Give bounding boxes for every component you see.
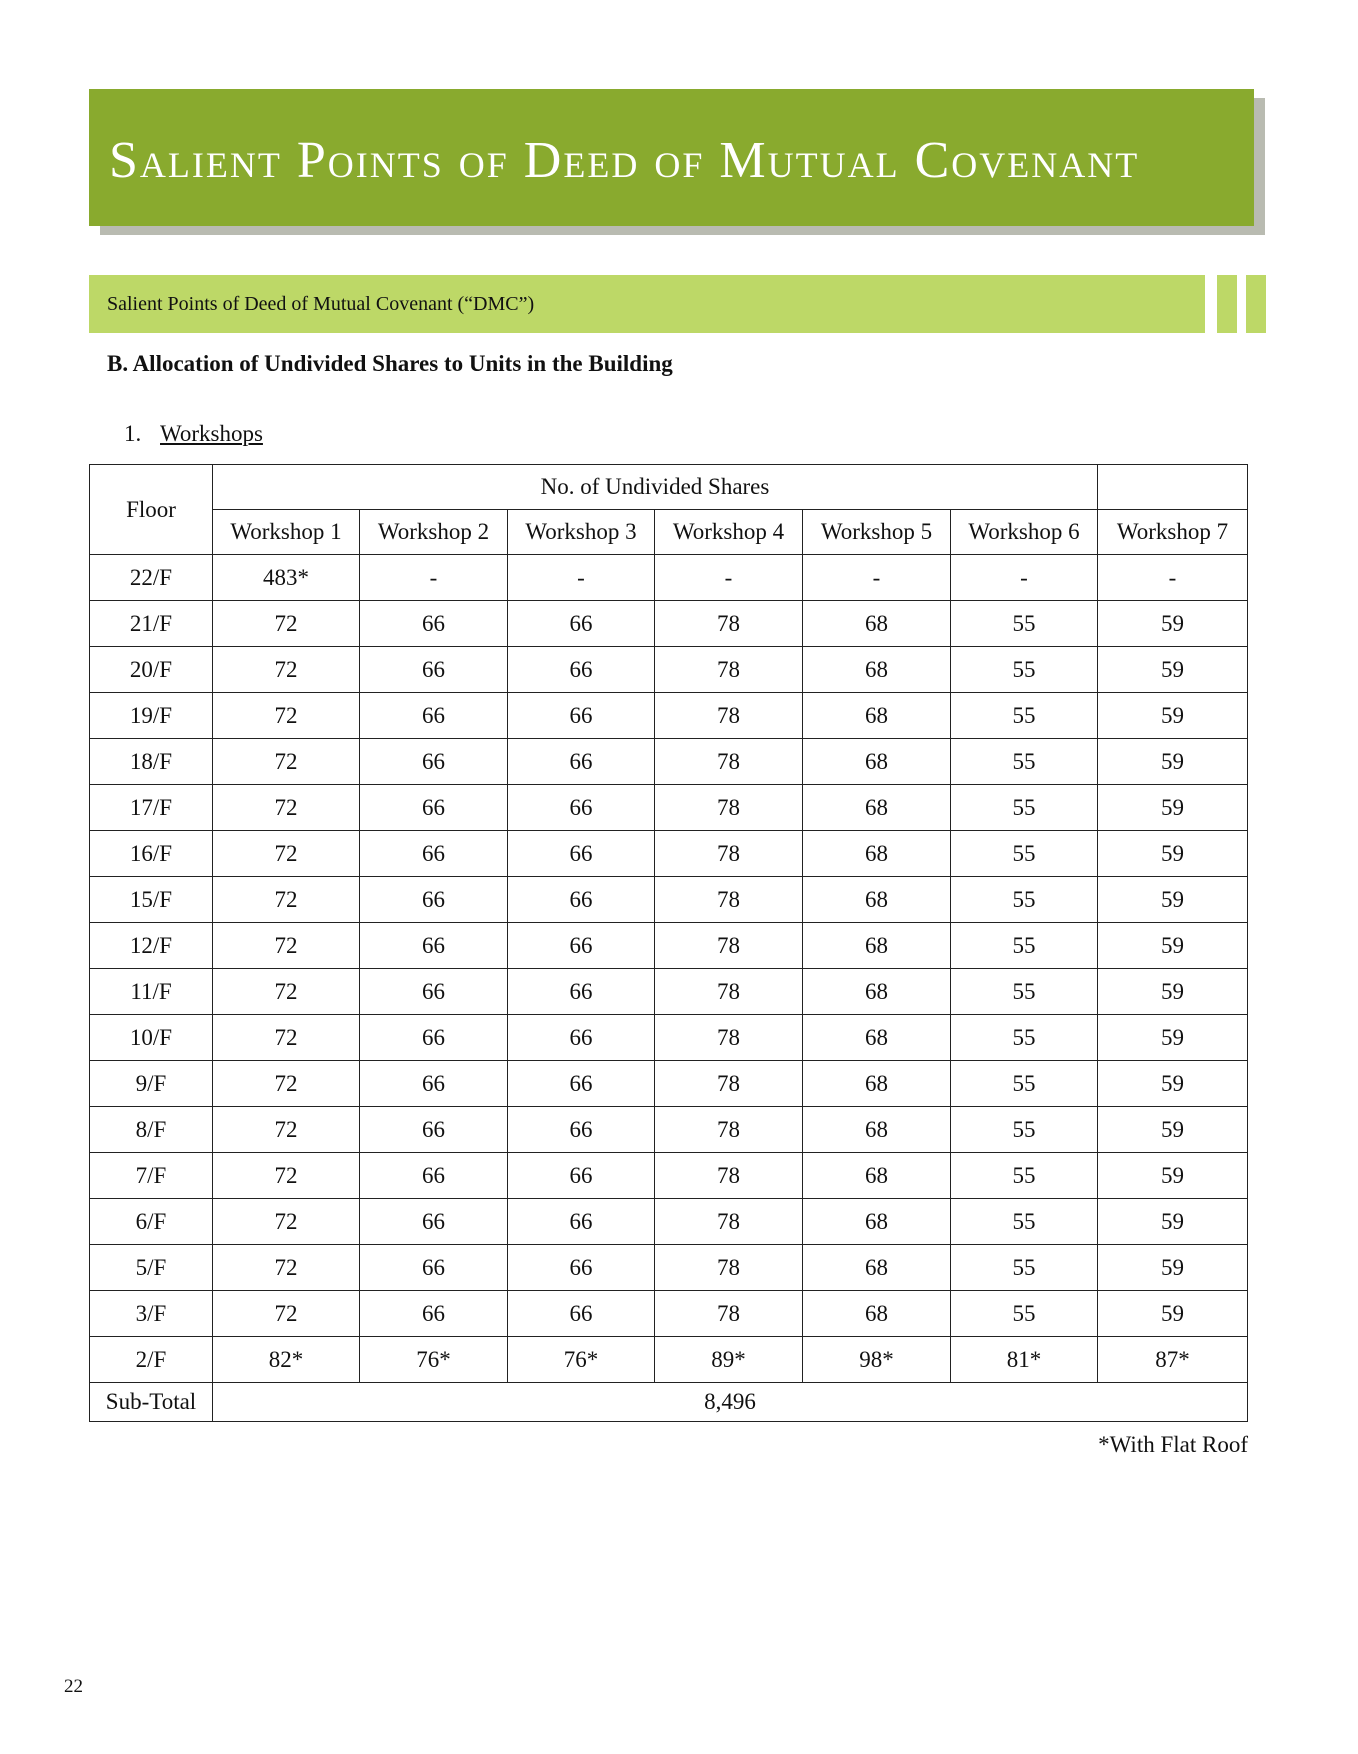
table-row (90, 1061, 1248, 1107)
share-cell: 55 (951, 1153, 1098, 1199)
share-cell: 68 (803, 1199, 951, 1245)
page-number: 22 (64, 1676, 83, 1697)
floor-cell: 16/F (90, 831, 213, 877)
footnote: *With Flat Roof (1098, 1432, 1248, 1457)
share-cell: 55 (951, 647, 1098, 693)
share-cell: 78 (655, 693, 803, 739)
share-cell: 66 (360, 601, 508, 647)
table-row (90, 739, 1248, 785)
share-cell: 59 (1098, 693, 1248, 739)
table-row (90, 831, 1248, 877)
share-cell: 68 (803, 1107, 951, 1153)
share-cell: 68 (803, 1245, 951, 1291)
share-cell: 76* (360, 1337, 508, 1383)
share-cell: 59 (1098, 1291, 1248, 1337)
floor-cell: 8/F (90, 1107, 213, 1153)
floor-header: Floor (90, 465, 213, 555)
share-cell: 68 (803, 969, 951, 1015)
column-header: Workshop 4 (655, 510, 803, 555)
share-cell: 66 (508, 1291, 655, 1337)
share-cell: 72 (213, 647, 360, 693)
share-cell: 66 (508, 601, 655, 647)
share-cell: 72 (213, 601, 360, 647)
share-cell: 78 (655, 739, 803, 785)
share-cell: 72 (213, 1107, 360, 1153)
share-cell: 66 (360, 1061, 508, 1107)
table-row (90, 693, 1248, 739)
floor-cell: 20/F (90, 647, 213, 693)
share-cell: 68 (803, 923, 951, 969)
share-cell: 78 (655, 1153, 803, 1199)
share-cell: 59 (1098, 601, 1248, 647)
share-cell: 78 (655, 831, 803, 877)
share-cell: 78 (655, 601, 803, 647)
share-cell: 66 (360, 1107, 508, 1153)
share-cell: 66 (360, 1291, 508, 1337)
floor-cell: 5/F (90, 1245, 213, 1291)
share-cell: 72 (213, 1153, 360, 1199)
section-heading: B. Allocation of Undivided Shares to Units in the Building (107, 351, 673, 376)
table-body (90, 555, 1248, 1422)
column-header: Workshop 1 (213, 510, 360, 555)
share-cell: 59 (1098, 831, 1248, 877)
share-cell: 68 (803, 1153, 951, 1199)
share-cell: 55 (951, 1015, 1098, 1061)
floor-cell: 3/F (90, 1291, 213, 1337)
share-cell: 66 (360, 969, 508, 1015)
share-cell: 59 (1098, 877, 1248, 923)
section-bar-accent (1246, 275, 1266, 333)
share-cell: 78 (655, 1245, 803, 1291)
share-cell: 78 (655, 647, 803, 693)
share-cell: - (508, 555, 655, 601)
share-cell: 483* (213, 555, 360, 601)
table-row (90, 647, 1248, 693)
share-cell: 72 (213, 785, 360, 831)
floor-cell: 22/F (90, 555, 213, 601)
table-row (90, 1107, 1248, 1153)
share-cell: 66 (360, 923, 508, 969)
share-cell: 66 (508, 647, 655, 693)
share-cell: 55 (951, 1061, 1098, 1107)
share-cell: 78 (655, 785, 803, 831)
section-bar-title: Salient Points of Deed of Mutual Covenant (“DMC”) (107, 292, 535, 315)
share-cell: 59 (1098, 923, 1248, 969)
share-cell: 66 (360, 693, 508, 739)
share-cell: 59 (1098, 969, 1248, 1015)
share-cell: - (360, 555, 508, 601)
share-cell: 72 (213, 1245, 360, 1291)
share-cell: 68 (803, 785, 951, 831)
share-cell: 55 (951, 831, 1098, 877)
share-cell: 66 (360, 739, 508, 785)
share-cell: 59 (1098, 647, 1248, 693)
share-cell: 66 (508, 1153, 655, 1199)
floor-cell: 12/F (90, 923, 213, 969)
table-column-header-row (90, 510, 1248, 555)
column-header: Workshop 6 (951, 510, 1098, 555)
share-cell: 68 (803, 647, 951, 693)
share-cell: 55 (951, 1199, 1098, 1245)
share-cell: 55 (951, 877, 1098, 923)
share-cell: 72 (213, 1015, 360, 1061)
share-cell: - (803, 555, 951, 601)
share-cell: 66 (360, 1245, 508, 1291)
share-cell: 66 (508, 1015, 655, 1061)
floor-cell: 9/F (90, 1061, 213, 1107)
share-cell: 72 (213, 969, 360, 1015)
share-cell: 55 (951, 1245, 1098, 1291)
subsection-label: Workshops (160, 421, 263, 446)
share-cell: 78 (655, 1107, 803, 1153)
table-row (90, 1153, 1248, 1199)
empty-header-cell (1098, 465, 1248, 510)
share-cell: 78 (655, 1061, 803, 1107)
table-row (90, 1337, 1248, 1383)
share-cell: 66 (508, 877, 655, 923)
group-header: No. of Undivided Shares (213, 465, 1098, 510)
share-cell: 68 (803, 877, 951, 923)
column-header: Workshop 2 (360, 510, 508, 555)
share-cell: 78 (655, 1015, 803, 1061)
share-cell: 72 (213, 923, 360, 969)
share-cell: 66 (360, 647, 508, 693)
table-row (90, 969, 1248, 1015)
floor-cell: 10/F (90, 1015, 213, 1061)
column-header: Workshop 7 (1098, 510, 1248, 555)
share-cell: 81* (951, 1337, 1098, 1383)
share-cell: 66 (508, 831, 655, 877)
share-cell: 55 (951, 1291, 1098, 1337)
share-cell: 76* (508, 1337, 655, 1383)
share-cell: 66 (360, 785, 508, 831)
share-cell: 59 (1098, 785, 1248, 831)
share-cell: 66 (360, 1199, 508, 1245)
table-row (90, 555, 1248, 601)
floor-cell: 2/F (90, 1337, 213, 1383)
share-cell: 55 (951, 693, 1098, 739)
share-cell: 59 (1098, 1107, 1248, 1153)
floor-cell: 11/F (90, 969, 213, 1015)
share-cell: 66 (508, 1199, 655, 1245)
share-cell: 87* (1098, 1337, 1248, 1383)
share-cell: 59 (1098, 1199, 1248, 1245)
table-row (90, 1291, 1248, 1337)
share-cell: 55 (951, 739, 1098, 785)
share-cell: 78 (655, 1291, 803, 1337)
share-cell: 72 (213, 877, 360, 923)
share-cell: - (951, 555, 1098, 601)
floor-cell: 21/F (90, 601, 213, 647)
table-row (90, 601, 1248, 647)
share-cell: 59 (1098, 1061, 1248, 1107)
table-row (90, 1245, 1248, 1291)
share-cell: 66 (508, 923, 655, 969)
share-cell: 78 (655, 877, 803, 923)
share-cell: 55 (951, 969, 1098, 1015)
share-cell: 66 (508, 1107, 655, 1153)
floor-cell: 6/F (90, 1199, 213, 1245)
table-row (90, 785, 1248, 831)
share-cell: 66 (508, 785, 655, 831)
subtotal-label: Sub-Total (90, 1383, 213, 1422)
floor-cell: 17/F (90, 785, 213, 831)
floor-cell: 19/F (90, 693, 213, 739)
share-cell: 68 (803, 1015, 951, 1061)
share-cell: 78 (655, 1199, 803, 1245)
share-cell: 68 (803, 1291, 951, 1337)
table-row (90, 1199, 1248, 1245)
share-cell: 55 (951, 923, 1098, 969)
share-cell: 66 (508, 969, 655, 1015)
share-cell: 89* (655, 1337, 803, 1383)
share-cell: 66 (360, 1015, 508, 1061)
share-cell: 66 (360, 831, 508, 877)
column-header: Workshop 5 (803, 510, 951, 555)
share-cell: 66 (360, 877, 508, 923)
share-cell: 66 (508, 693, 655, 739)
share-cell: 98* (803, 1337, 951, 1383)
share-cell: 72 (213, 1291, 360, 1337)
share-cell: 72 (213, 739, 360, 785)
page-title: Salient Points of Deed of Mutual Covenant (109, 131, 1140, 189)
floor-cell: 18/F (90, 739, 213, 785)
table-row (90, 923, 1248, 969)
floor-cell: 7/F (90, 1153, 213, 1199)
share-cell: 55 (951, 1107, 1098, 1153)
share-cell: 68 (803, 831, 951, 877)
share-cell: 68 (803, 601, 951, 647)
subtotal-row (90, 1383, 1248, 1422)
share-cell: 66 (508, 1245, 655, 1291)
share-cell: 59 (1098, 1015, 1248, 1061)
share-cell: 78 (655, 923, 803, 969)
floor-cell: 15/F (90, 877, 213, 923)
share-cell: 72 (213, 1061, 360, 1107)
share-cell: 59 (1098, 1245, 1248, 1291)
share-cell: 72 (213, 1199, 360, 1245)
subsection-number: 1. (124, 421, 142, 446)
table-row (90, 1015, 1248, 1061)
share-cell: 68 (803, 739, 951, 785)
share-cell: - (655, 555, 803, 601)
share-cell: 55 (951, 601, 1098, 647)
share-cell: 66 (360, 1153, 508, 1199)
share-cell: 68 (803, 693, 951, 739)
share-cell: - (1098, 555, 1248, 601)
share-cell: 72 (213, 693, 360, 739)
share-cell: 78 (655, 969, 803, 1015)
share-cell: 72 (213, 831, 360, 877)
share-cell: 82* (213, 1337, 360, 1383)
section-bar-accent (1217, 275, 1237, 333)
share-cell: 55 (951, 785, 1098, 831)
share-cell: 68 (803, 1061, 951, 1107)
section-bar (89, 275, 1205, 333)
share-cell: 59 (1098, 1153, 1248, 1199)
column-header: Workshop 3 (508, 510, 655, 555)
undivided-shares-table (89, 464, 1248, 1422)
title-banner (89, 89, 1254, 226)
share-cell: 66 (508, 1061, 655, 1107)
share-cell: 59 (1098, 739, 1248, 785)
table-row (90, 877, 1248, 923)
share-cell: 66 (508, 739, 655, 785)
table-header-row (90, 465, 1248, 510)
subtotal-value: 8,496 (213, 1383, 1248, 1422)
